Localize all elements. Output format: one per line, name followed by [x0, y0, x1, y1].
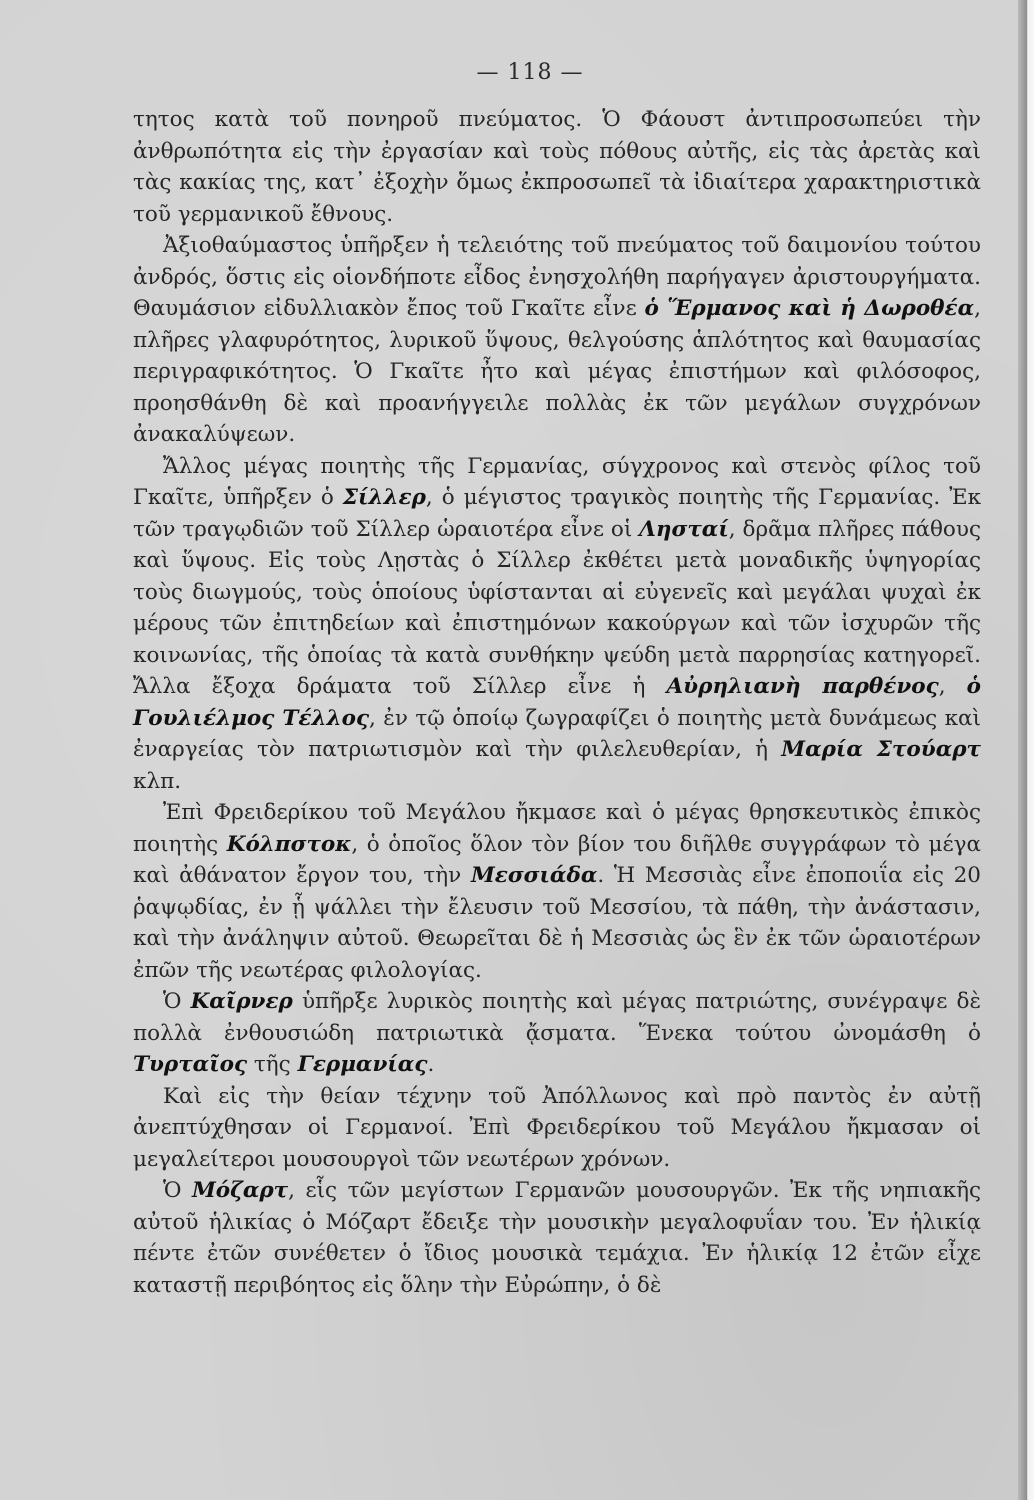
emphasized-title: Γερμανίας: [297, 1052, 428, 1077]
emphasized-title: Λησταί: [639, 516, 729, 542]
emphasized-title: Αὐρηλιανὴ παρθένος: [666, 674, 939, 699]
text-run: Ἄλλος μέγας ποιητὴς τῆς Γερμανίας, σύγχρονος καὶ στενὸς φίλος τοῦ Γκαῖτε, ὑπῆρξεν ὁ: [133, 453, 981, 510]
text-run: Ἀξιοθαύμαστος ὑπῆρξεν ἡ τελειότης τοῦ πνεύματος τοῦ δαιμονίου τούτου ἀνδρός, ὅστις εἰς οἱονδήποτε εἶδος ἐνησχολήθη παρήγαγεν ἀριστουργήματα. Θαυμάσιον εἰδυλλιακὸν ἔπος τοῦ Γκαῖτε εἶνε: [133, 233, 981, 321]
paragraph: [133, 451, 981, 798]
paragraph: [133, 104, 981, 230]
emphasized-title: Τυρταῖος: [133, 1052, 248, 1077]
page-edge: [1018, 0, 1034, 1500]
text-run: Καὶ εἰς τὴν θείαν τέχνην τοῦ Ἀπόλλωνος καὶ πρὸ παντὸς ἐν αὐτῇ ἀνεπτύχθησαν οἱ Γερμανοί. Ἐπὶ Φρειδερίκου τοῦ Μεγάλου ἤκμασαν οἱ μεγαλείτεροι μουσουργοὶ τῶν νεωτέρων χρόνων.: [133, 1083, 981, 1172]
paragraph: [133, 986, 981, 1081]
paragraph: [133, 230, 981, 451]
text-run: Ὁ: [163, 989, 191, 1014]
text-run: ὑπῆρξε λυρικὸς ποιητὴς καὶ μέγας πατριώτης, συνέγραψε δὲ πολλὰ ἐνθουσιώδη πατριωτικὰ ᾄσματα. Ἕνεκα τούτου ὠνομάσθη ὁ: [133, 989, 981, 1046]
emphasized-title: Μόζαρτ: [191, 1178, 289, 1203]
body-text: [133, 104, 981, 1301]
text-run: , δρᾶμα πλῆρες πάθους καὶ ὕψους. Εἰς τοὺς Λῃστὰς ὁ Σίλλερ ἐκθέτει μετὰ μοναδικῆς ὑψηγορίας τοὺς διωγμούς, τοὺς ὁποίους ὑφίστανται αἱ εὐγενεῖς καὶ μεγάλαι ψυχαὶ ἐκ μέρους τῶν ἐπιτηδείων καὶ ἐπιστημόνων κακούργων καὶ τῶν ἰσχυρῶν τῆς κοινωνίας, τῆς ὁποίας τὰ κατὰ συνθήκην ψεύδη μετὰ παρρησίας κατηγορεῖ. Ἄλλα ἔξοχα δράματα τοῦ Σίλλερ εἶνε ἡ: [133, 516, 981, 699]
emphasized-title: Κόλπστοκ: [226, 831, 352, 857]
text-run: Ὁ: [163, 1178, 192, 1203]
paragraph: [133, 1175, 981, 1301]
paragraph: [133, 797, 981, 986]
emphasized-title: Σίλλερ: [342, 485, 426, 510]
paragraph: [133, 1081, 981, 1176]
text-run: τητος κατὰ τοῦ πονηροῦ πνεύματος. Ὁ Φάουστ ἀντιπροσωπεύει τὴν ἀνθρωπότητα εἰς τὴν ἐργασίαν καὶ τοὺς πόθους αὐτῆς, εἰς τὰς ἀρετὰς καὶ τὰς κακίας της, κατ᾽ ἐξοχὴν ὅμως ἐκπροσωπεῖ τὰ ἰδιαίτερα χαρακτηριστικὰ τοῦ γερμανικοῦ ἔθνους.: [133, 107, 981, 227]
emphasized-title: Καῖρνερ: [190, 989, 293, 1014]
emphasized-title: Μαρία Στούαρτ: [781, 737, 982, 762]
text-run: , πλῆρες γλαφυρότητος, λυρικοῦ ὕψους, θελγούσης ἁπλότητος καὶ θαυμασίας περιγραφικότητος. Ὁ Γκαῖτε ἦτο καὶ μέγας ἐπιστήμων καὶ φιλόσοφος, προησθάνθη δὲ καὶ προανήγγειλε πολλὰς ἐκ τῶν μεγάλων συγχρόνων ἀνακαλύψεων.: [133, 296, 981, 447]
text-run: .: [427, 1052, 435, 1077]
text-run: . Ἡ Μεσσιὰς εἶνε ἐποποιΐα εἰς 20 ῥαψῳδίας, ἐν ᾗ ψάλλει τὴν ἔλευσιν τοῦ Μεσσίου, τὰ πάθη, τὴν ἀνάστασιν, καὶ τὴν ἀνάληψιν αὐτοῦ. Θεωρεῖται δὲ ἡ Μεσσιὰς ὡς ἓν ἐκ τῶν ὡραιοτέρων ἐπῶν τῆς νεωτέρας φιλολογίας.: [133, 863, 981, 983]
text-run: τῆς: [247, 1052, 298, 1077]
emphasized-title: Μεσσιάδα: [470, 863, 598, 888]
text-run: ,: [938, 674, 967, 699]
emphasized-title: ὁ Ἕρμανος καὶ ἡ Δωροθέα: [644, 296, 975, 321]
text-run: , ὁ ὁποῖος ὅλον τὸν βίον του διῆλθε συγγράφων τὸ μέγα καὶ ἀθάνατον ἔργον του, τὴν: [133, 831, 981, 888]
emphasized-title: ὁ Γουλιέλμος Τέλλος: [133, 674, 981, 731]
text-run: Ἐπὶ Φρειδερίκου τοῦ Μεγάλου ἤκμασε καὶ ὁ μέγας θρησκευτικὸς ἐπικὸς ποιητὴς: [133, 800, 981, 857]
text-run: , ὁ μέγιστος τραγικὸς ποιητὴς τῆς Γερμανίας. Ἐκ τῶν τραγῳδιῶν τοῦ Σίλλερ ὡραιοτέρα εἶνε οἱ: [133, 485, 982, 542]
page-number: — 118 —: [476, 60, 584, 85]
text-run: , εἷς τῶν μεγίστων Γερμανῶν μουσουργῶν. Ἐκ τῆς νηπιακῆς αὐτοῦ ἡλικίας ὁ Μόζαρτ ἔδειξε τὴν μουσικὴν μεγαλοφυΐαν του. Ἐν ἡλικίᾳ πέντε ἐτῶν συνέθετεν ὁ ἴδιος μουσικὰ τεμάχια. Ἐν ἡλικίᾳ 12 ἐτῶν εἶχε καταστῇ περιβόητος εἰς ὅλην τὴν Εὐρώπην, ὁ δὲ: [133, 1178, 982, 1298]
text-run: κλπ.: [133, 768, 182, 794]
text-run: , ἐν τῷ ὁποίῳ ζωγραφίζει ὁ ποιητὴς μετὰ δυνάμεως καὶ ἐναργείας τὸν πατριωτισμὸν καὶ τὴν φιλελευθερίαν, ἡ: [133, 705, 981, 762]
